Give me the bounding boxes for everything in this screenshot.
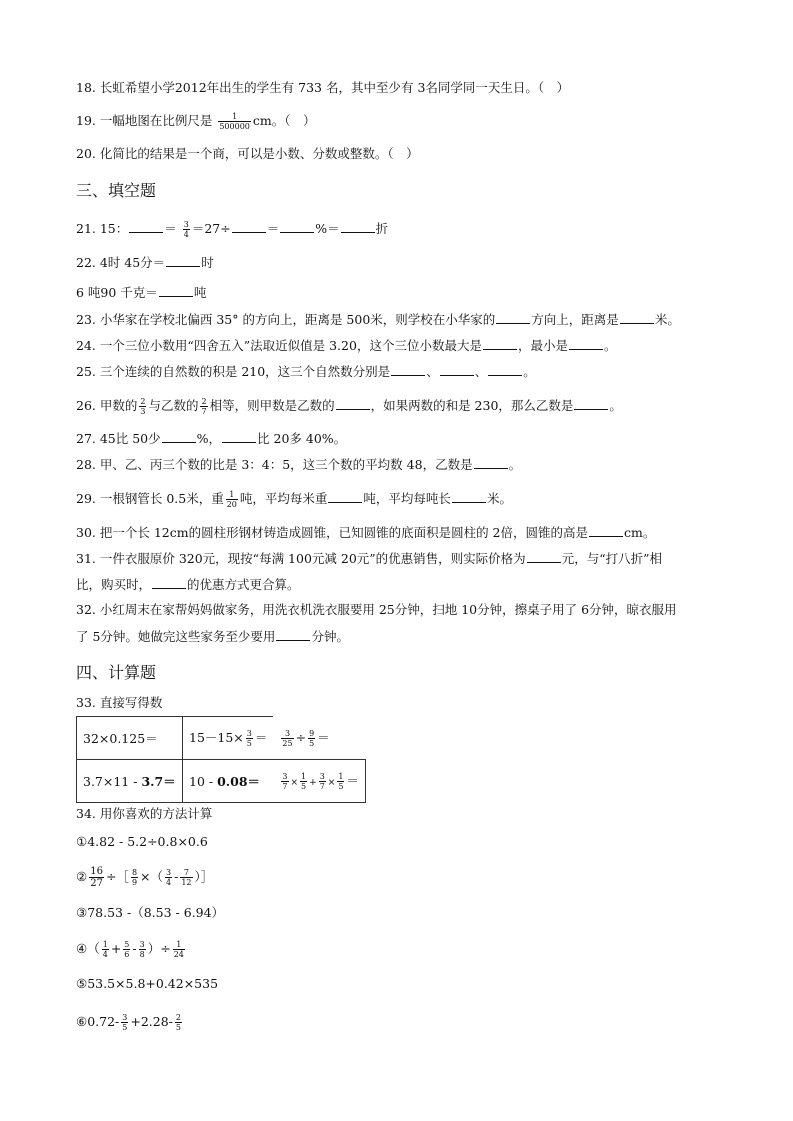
question-26: 26. 甲数的 $\frac{2}{3}$ 与乙数的 $\frac{2}{7}$ 相等，则甲数是乙数的 ，如果两数的和是 230，那么乙数是 。 (76, 397, 622, 416)
blank[interactable] (452, 490, 486, 503)
calc-r1c2: 15－15× $\frac{3}{5}$ ＝ (183, 717, 274, 760)
question-24: 24. 一个三位小数用“四舍五入”法取近似值是 3.20，这个三位小数最大是 ，最小是 。 (76, 338, 617, 353)
question-31a: 31. 一件衣服原价 320元，现按“每满 100元减 20元”的优惠销售，则实际价格为 元，与“打八折”相 (76, 551, 662, 566)
q19-text: 19. 一幅地图在比例尺是 (76, 113, 213, 128)
question-29: 29. 一根钢管长 0.5米，重 $\frac{1}{20}$ 吨，平均每米重 吨，平均每吨长 米。 (76, 490, 512, 509)
blank[interactable] (527, 550, 561, 563)
blank[interactable] (391, 363, 425, 376)
section-3-title: 三、填空题 (76, 181, 157, 200)
calc-6: ⑥0.72- $\frac{3}{5}$ +2.28- $\frac{2}{5}$ (76, 1013, 181, 1032)
table-row (77, 717, 366, 760)
blank[interactable] (222, 430, 256, 443)
table-row (77, 760, 366, 803)
blank[interactable] (328, 490, 362, 503)
blank[interactable] (440, 363, 474, 376)
question-31b: 比，购买时， 的优惠方式更合算。 (76, 577, 300, 592)
blank[interactable] (483, 337, 517, 350)
calc-5: ⑤53.5×5.8+0.42×535 (76, 976, 219, 991)
blank[interactable] (152, 576, 186, 589)
blank[interactable] (341, 220, 375, 233)
mental-math-table (76, 716, 366, 803)
blank[interactable] (574, 397, 608, 410)
blank[interactable] (488, 363, 522, 376)
calc-3: ③78.53 -（8.53 - 6.94） (76, 905, 225, 920)
question-25: 25. 三个连续的自然数的积是 210，这三个自然数分别是 、 、 。 (76, 364, 536, 379)
calc-r1c1: 32×0.125＝ (77, 717, 183, 760)
blank[interactable] (166, 254, 200, 267)
question-22b: 6 吨90 千克＝ 吨 (76, 285, 207, 300)
calc-2: ② $\frac{16}{27}$ ÷［ $\frac{8}{9}$ ×（ $\frac{3}{4}$ - $\frac{7}{12}$ ）］ (76, 866, 214, 889)
question-20: 20. 化简比的结果是一个商，可以是小数、分数或整数。（ ） (76, 146, 419, 161)
question-23: 23. 小华家在学校北偏西 35° 的方向上，距离是 500米，则学校在小华家的 方向上，距离是 米。 (76, 312, 680, 327)
question-22a: 22. 4时 45分＝ 时 (76, 255, 214, 270)
calc-4: ④（ $\frac{1}{4}$ + $\frac{5}{6}$ - $\frac{3}{8}$ ）÷ $\frac{1}{24}$ (76, 940, 184, 959)
blank[interactable] (336, 397, 370, 410)
q19-tail: cm。（ ） (252, 113, 316, 128)
question-28: 28. 甲、乙、丙三个数的比是 3：4：5，这三个数的平均数 48，乙数是 。 (76, 457, 522, 472)
calc-1: ①4.82 - 5.2÷0.8×0.6 (76, 834, 208, 849)
blank[interactable] (569, 337, 603, 350)
q21-fraction: $\frac{3}{4}$ (183, 220, 189, 239)
calc-r2c2: 10 - 0.08＝ (183, 760, 274, 803)
q19-fraction: $\frac{1}{500000}$ (219, 112, 250, 131)
question-30: 30. 把一个长 12cm的圆柱形钢材铸造成圆锥，已知圆锥的底面积是圆柱的 2倍，圆锥的高是 cm。 (76, 525, 656, 540)
question-34: 34. 用你喜欢的方法计算 (76, 806, 213, 821)
blank[interactable] (159, 284, 193, 297)
q26-fraction-2: $\frac{2}{7}$ (201, 397, 207, 416)
blank[interactable] (276, 628, 310, 641)
calc-r1c3: $\frac{3}{25}$ ÷ $\frac{9}{5}$ ＝ (273, 717, 365, 760)
q29-fraction: $\frac{1}{20}$ (226, 490, 237, 509)
question-19 (76, 112, 316, 131)
blank[interactable] (232, 220, 266, 233)
calc-r2c3: $\frac{3}{7}$ × $\frac{1}{5}$ + $\frac{3}{7}$ × $\frac{1}{5}$ ＝ (273, 760, 365, 803)
question-21: 21. 15： ＝ $\frac{3}{4}$ ＝27÷ ＝ %＝ 折 (76, 220, 389, 239)
section-4-title: 四、计算题 (76, 663, 157, 682)
blank[interactable] (496, 311, 530, 324)
calc-r2c1: 3.7×11 - 3.7＝ (77, 760, 183, 803)
blank[interactable] (280, 220, 314, 233)
blank[interactable] (620, 311, 654, 324)
question-32a: 32. 小红周末在家帮妈妈做家务，用洗衣机洗衣服要用 25分钟，扫地 10分钟，擦桌子用了 6分钟，晾衣服用 (76, 602, 677, 617)
question-18: 18. 长虹希望小学2012年出生的学生有 733 名，其中至少有 3名同学同一天生日。（ ） (76, 80, 570, 95)
blank[interactable] (162, 430, 196, 443)
blank[interactable] (589, 524, 623, 537)
question-27: 27. 45比 50少 %， 比 20多 40%。 (76, 431, 347, 446)
question-32b: 了 5分钟。她做完这些家务至少要用 分钟。 (76, 629, 349, 644)
blank[interactable] (129, 220, 163, 233)
q26-fraction-1: $\frac{2}{3}$ (140, 397, 146, 416)
blank[interactable] (474, 456, 508, 469)
question-33: 33. 直接写得数 (76, 695, 163, 710)
